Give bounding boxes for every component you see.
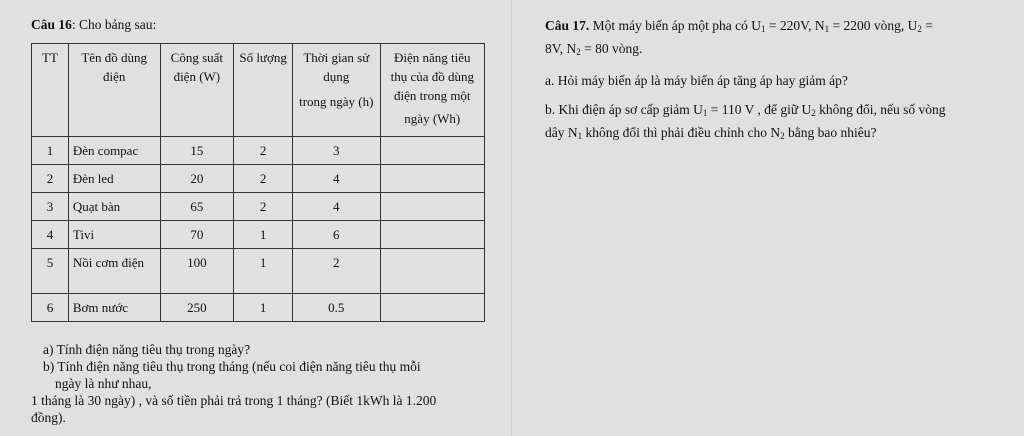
- q16-notes: [31, 341, 501, 426]
- q17-text: b. Khi điện áp sơ cấp giảm U: [545, 102, 703, 117]
- cell-tt: 6: [32, 294, 69, 322]
- cell-energy: [380, 294, 484, 322]
- cell-qty: 2: [234, 165, 293, 193]
- cell-tt: 3: [32, 193, 69, 221]
- subscript: 1: [577, 131, 583, 141]
- header-time-a: Thời gian sử dụng: [303, 50, 370, 84]
- cell-time: 2: [293, 249, 381, 294]
- table-row: [32, 165, 485, 193]
- cell-power: 20: [160, 165, 234, 193]
- q16-label: Câu 16: [31, 17, 72, 32]
- cell-name: Quạt bàn: [68, 193, 160, 221]
- q16-note-b3: 1 tháng là 30 ngày) , và số tiền phải trả trong 1 tháng? (Biết 1kWh là 1.200: [31, 393, 437, 408]
- table-row: [32, 193, 485, 221]
- table-row: [32, 137, 485, 165]
- table-header-row: [32, 44, 485, 137]
- cell-tt: 5: [32, 249, 69, 294]
- q17-text: = 220V, N: [765, 18, 825, 33]
- subscript: 2: [780, 131, 785, 141]
- question-17: [545, 16, 995, 146]
- header-energy-a: Điện năng tiêu thụ của đồ dùng điện trong một: [390, 50, 474, 103]
- energy-table: [31, 43, 485, 322]
- q17-line1: [545, 16, 995, 39]
- cell-qty: 1: [234, 249, 293, 294]
- subscript: 1: [760, 24, 766, 34]
- subscript: 1: [824, 24, 830, 34]
- cell-name: Nồi cơm điện: [68, 249, 160, 294]
- question-16: [31, 16, 501, 426]
- subscript: 2: [576, 47, 581, 57]
- q16-note-b2: ngày là như nhau,: [55, 376, 152, 391]
- q17-text: = 110 V , để giữ U: [707, 102, 812, 117]
- header-name: Tên đồ dùng điện: [68, 44, 160, 137]
- table-row: [32, 249, 485, 294]
- q17-text: =: [921, 18, 933, 33]
- cell-qty: 1: [234, 221, 293, 249]
- cell-energy: [380, 249, 484, 294]
- q17-text: không đổi, nếu số vòng: [815, 102, 946, 117]
- cell-qty: 2: [234, 137, 293, 165]
- q17-text: không đổi thì phải điều chỉnh cho N: [582, 125, 781, 140]
- q17-text: Một máy biến áp một pha có U: [589, 18, 761, 33]
- q17-text: bằng bao nhiêu?: [784, 125, 877, 140]
- cell-time: 6: [293, 221, 381, 249]
- q16-note-b1: b) Tính điện năng tiêu thụ trong tháng (nếu coi điện năng tiêu thụ mỗi: [43, 359, 421, 374]
- q17-part-b-line2: [545, 123, 995, 146]
- subscript: 2: [811, 108, 816, 118]
- header-energy: [380, 44, 484, 137]
- header-time: [293, 44, 381, 137]
- q17-part-a: a. Hỏi máy biến áp là máy biến áp tăng áp hay giảm áp?: [545, 73, 848, 88]
- header-tt: TT: [32, 44, 69, 137]
- header-power: Công suất điện (W): [160, 44, 234, 137]
- q17-text: dây N: [545, 125, 578, 140]
- header-qty: Số lượng: [234, 44, 293, 137]
- cell-energy: [380, 165, 484, 193]
- cell-power: 250: [160, 294, 234, 322]
- cell-tt: 4: [32, 221, 69, 249]
- subscript: 2: [917, 24, 922, 34]
- q17-text: = 80 vòng.: [580, 41, 643, 56]
- cell-name: Đèn compac: [68, 137, 160, 165]
- cell-tt: 2: [32, 165, 69, 193]
- q16-intro: : Cho bảng sau:: [71, 17, 157, 32]
- cell-energy: [380, 193, 484, 221]
- cell-energy: [380, 137, 484, 165]
- cell-name: Bơm nước: [68, 294, 160, 322]
- page-divider: [511, 0, 512, 436]
- q16-note-b4: đồng).: [31, 410, 66, 425]
- cell-energy: [380, 221, 484, 249]
- cell-power: 70: [160, 221, 234, 249]
- q17-text: 8V, N: [545, 41, 577, 56]
- q17-line2: [545, 39, 995, 62]
- cell-power: 15: [160, 137, 234, 165]
- cell-name: Đèn led: [68, 165, 160, 193]
- q17-text: = 2200 vòng, U: [829, 18, 918, 33]
- cell-time: 3: [293, 137, 381, 165]
- cell-power: 100: [160, 249, 234, 294]
- cell-name: Tivi: [68, 221, 160, 249]
- table-row: [32, 294, 485, 322]
- q16-note-a: a) Tính điện năng tiêu thụ trong ngày?: [43, 342, 251, 357]
- cell-time: 0.5: [293, 294, 381, 322]
- cell-qty: 2: [234, 193, 293, 221]
- cell-time: 4: [293, 165, 381, 193]
- header-energy-b: ngày (Wh): [404, 111, 461, 126]
- cell-qty: 1: [234, 294, 293, 322]
- header-time-b: trong ngày (h): [299, 94, 374, 109]
- q17-part-b: [545, 100, 995, 123]
- q17-label: Câu 17.: [545, 18, 590, 33]
- table-row: [32, 221, 485, 249]
- cell-power: 65: [160, 193, 234, 221]
- subscript: 1: [702, 108, 708, 118]
- cell-time: 4: [293, 193, 381, 221]
- q16-heading: [31, 16, 501, 34]
- cell-tt: 1: [32, 137, 69, 165]
